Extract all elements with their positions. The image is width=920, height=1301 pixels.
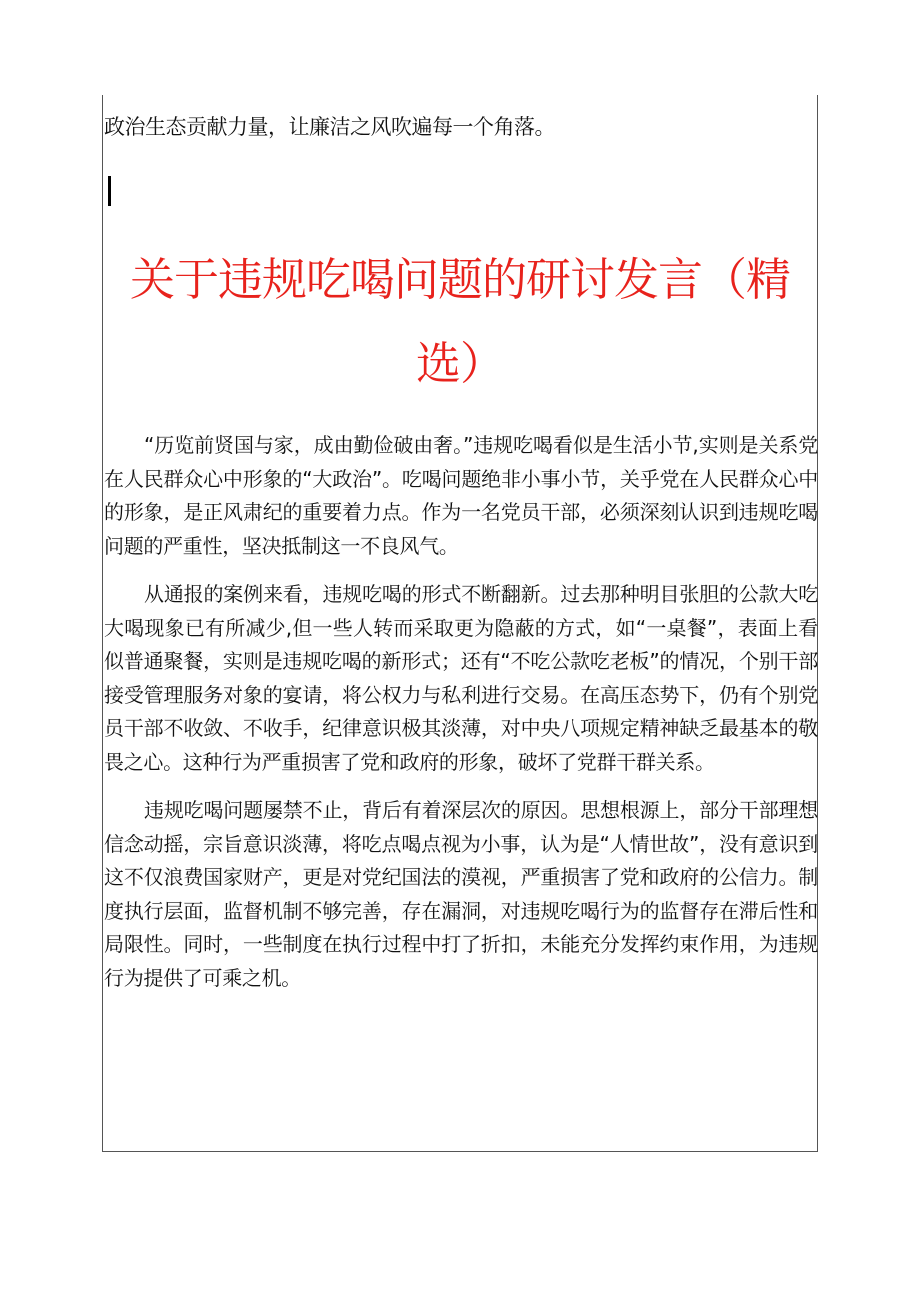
paragraph-2: 从通报的案例来看，违规吃喝的形式不断翻新。过去那种明目张胆的公款大吃大喝现象已有所减少,但一些人转而采取更为隐蔽的方式，如“一桌餐”，表面上看似普通聚餐，实则是违规吃喝的新形式；还有“不吃公款吃老板”的情况，个别干部接受管理服务对象的宴请，将公权力与私利进行交易。在高压态势下，仍有个别党员干部不收敛、不收手，纪律意识极其淡薄，对中央八项规定精神缺乏最基本的敬畏之心。这种行为严重损害了党和政府的形象，破坏了党群干群关系。 [104, 582, 818, 774]
paragraph-1: “历览前贤国与家，成由勤俭破由奢。”违规吃喝看似是生活小节,实则是关系党在人民群众心中形象的“大政治”。吃喝问题绝非小事小节，关乎党在人民群众心中的形象，是正风肃纪的重要着力点。作为一名党员干部，必须深刻认识到违规吃喝问题的严重性，坚决抵制这一不良风气。 [104, 433, 818, 558]
text-cursor-bar [108, 176, 111, 206]
title-line-1: 关于违规吃喝问题的研讨发言（精 [129, 253, 790, 306]
carryover-text-line: 政治生态贡献力量，让廉洁之风吹遍每一个角落。 [104, 115, 555, 139]
title-line-2: 选） [415, 337, 504, 390]
document-title [104, 238, 816, 406]
paragraph-3: 违规吃喝问题屡禁不止，背后有着深层次的原因。思想根源上，部分干部理想信念动摇，宗旨意识淡薄，将吃点喝点视为小事，认为是“人情世故”，没有意识到这不仅浪费国家财产，更是对党纪国法的漠视，严重损害了党和政府的公信力。制度执行层面，监督机制不够完善，存在漏洞，对违规吃喝行为的监督存在滞后性和局限性。同时，一些制度在执行过程中打了折扣，未能充分发挥约束作用，为违规行为提供了可乘之机。 [104, 798, 818, 990]
body-text [104, 429, 818, 1010]
